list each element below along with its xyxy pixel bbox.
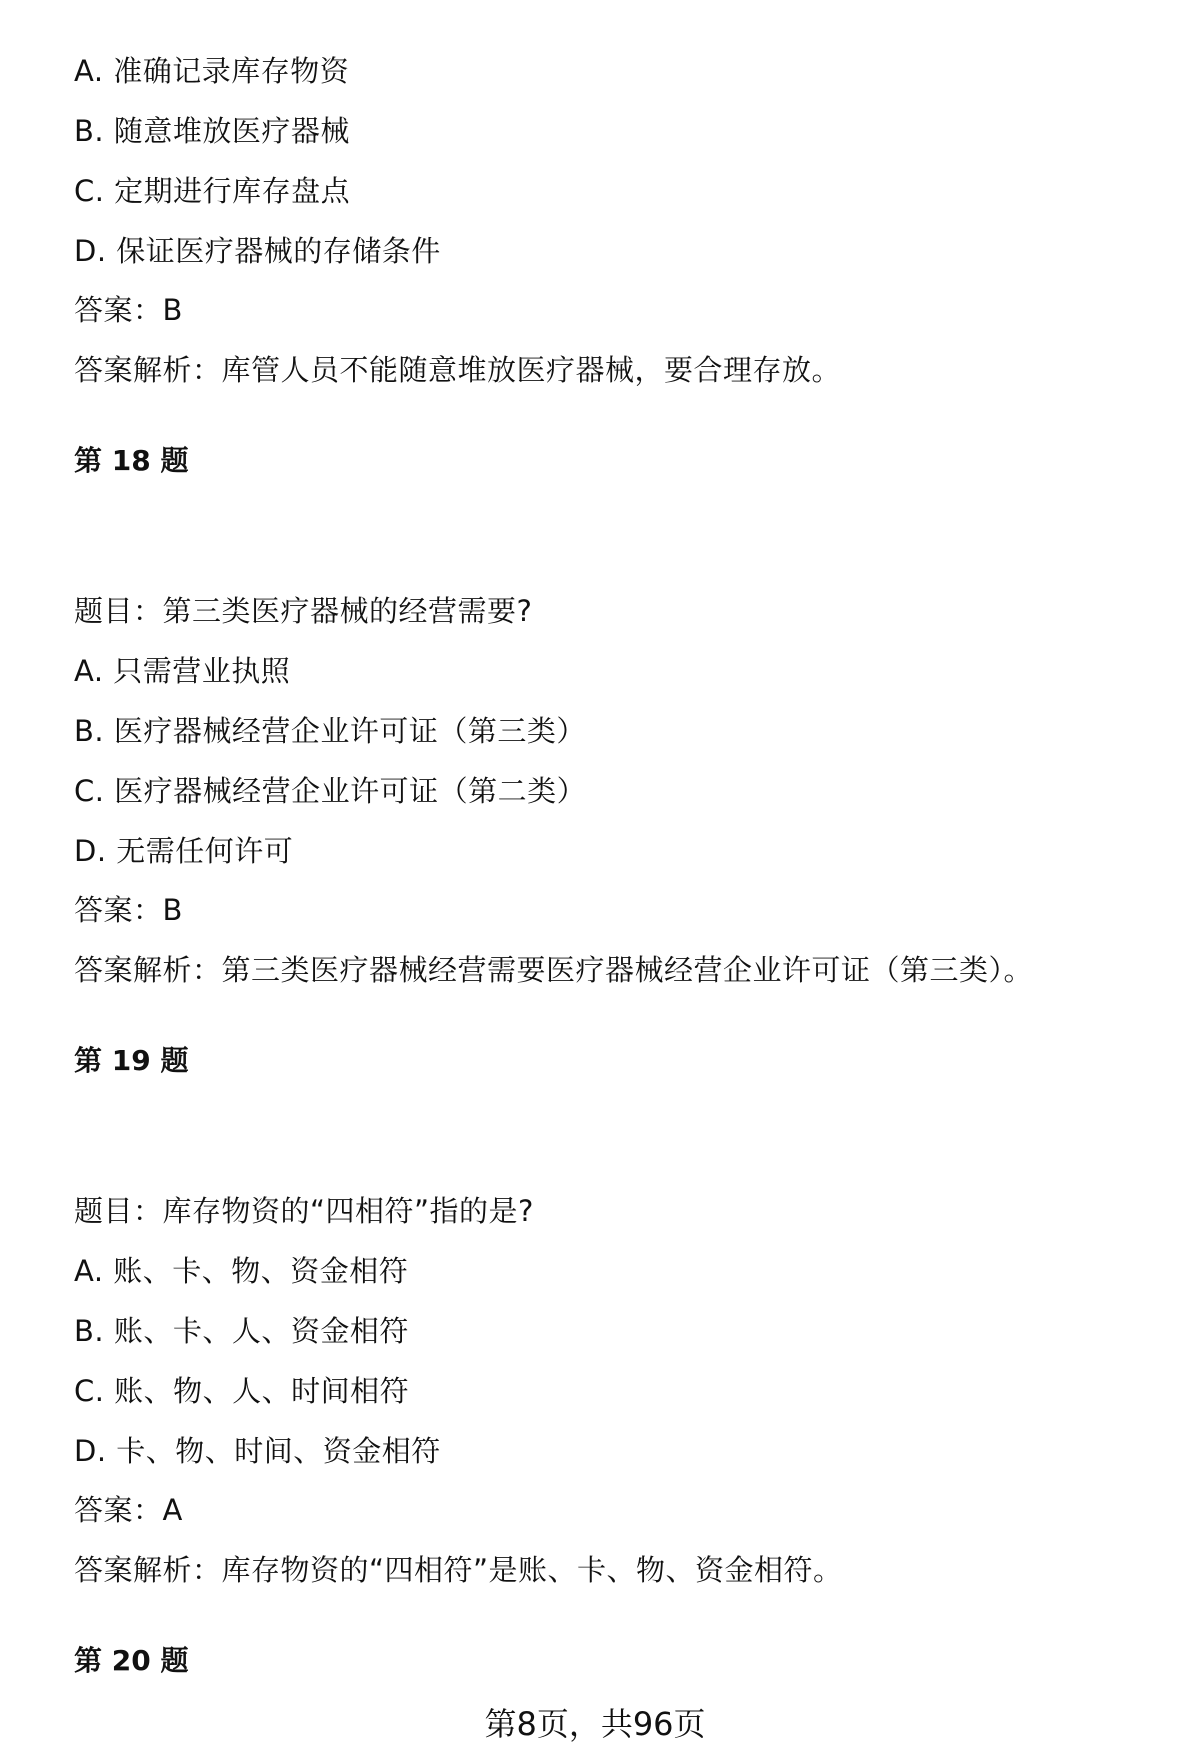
q18-option-b: B. 医疗器械经营企业许可证（第三类） [74,714,586,748]
q19-heading: 第 19 题 [74,1044,189,1077]
q19-option-c: C. 账、物、人、时间相符 [74,1374,410,1408]
q19-option-b: B. 账、卡、人、资金相符 [74,1314,409,1348]
page-footer: 第8页，共96页 [484,1705,706,1743]
q20-heading: 第 20 题 [74,1644,189,1677]
q18-option-d: D. 无需任何许可 [74,834,294,868]
q18-question: 题目：第三类医疗器械的经营需要? [74,594,533,628]
q19-answer: 答案：A [74,1493,183,1527]
q18-answer: 答案：B [74,893,183,927]
q19-analysis: 答案解析：库存物资的“四相符”是账、卡、物、资金相符。 [74,1553,843,1587]
q18-option-a: A. 只需营业执照 [74,654,291,688]
q17-option-a: A. 准确记录库存物资 [74,54,350,88]
q19-option-d: D. 卡、物、时间、资金相符 [74,1434,441,1468]
q17-option-c: C. 定期进行库存盘点 [74,174,351,208]
q19-option-a: A. 账、卡、物、资金相符 [74,1254,409,1288]
q17-option-d: D. 保证医疗器械的存储条件 [74,234,441,268]
q18-option-c: C. 医疗器械经营企业许可证（第二类） [74,774,587,808]
q18-heading: 第 18 题 [74,444,189,477]
q17-analysis: 答案解析：库管人员不能随意堆放医疗器械，要合理存放。 [74,353,842,387]
q17-answer: 答案：B [74,293,183,327]
q18-analysis: 答案解析：第三类医疗器械经营需要医疗器械经营企业许可证（第三类）。 [74,953,1034,987]
q19-question: 题目：库存物资的“四相符”指的是? [74,1194,534,1228]
q17-option-b: B. 随意堆放医疗器械 [74,114,350,148]
